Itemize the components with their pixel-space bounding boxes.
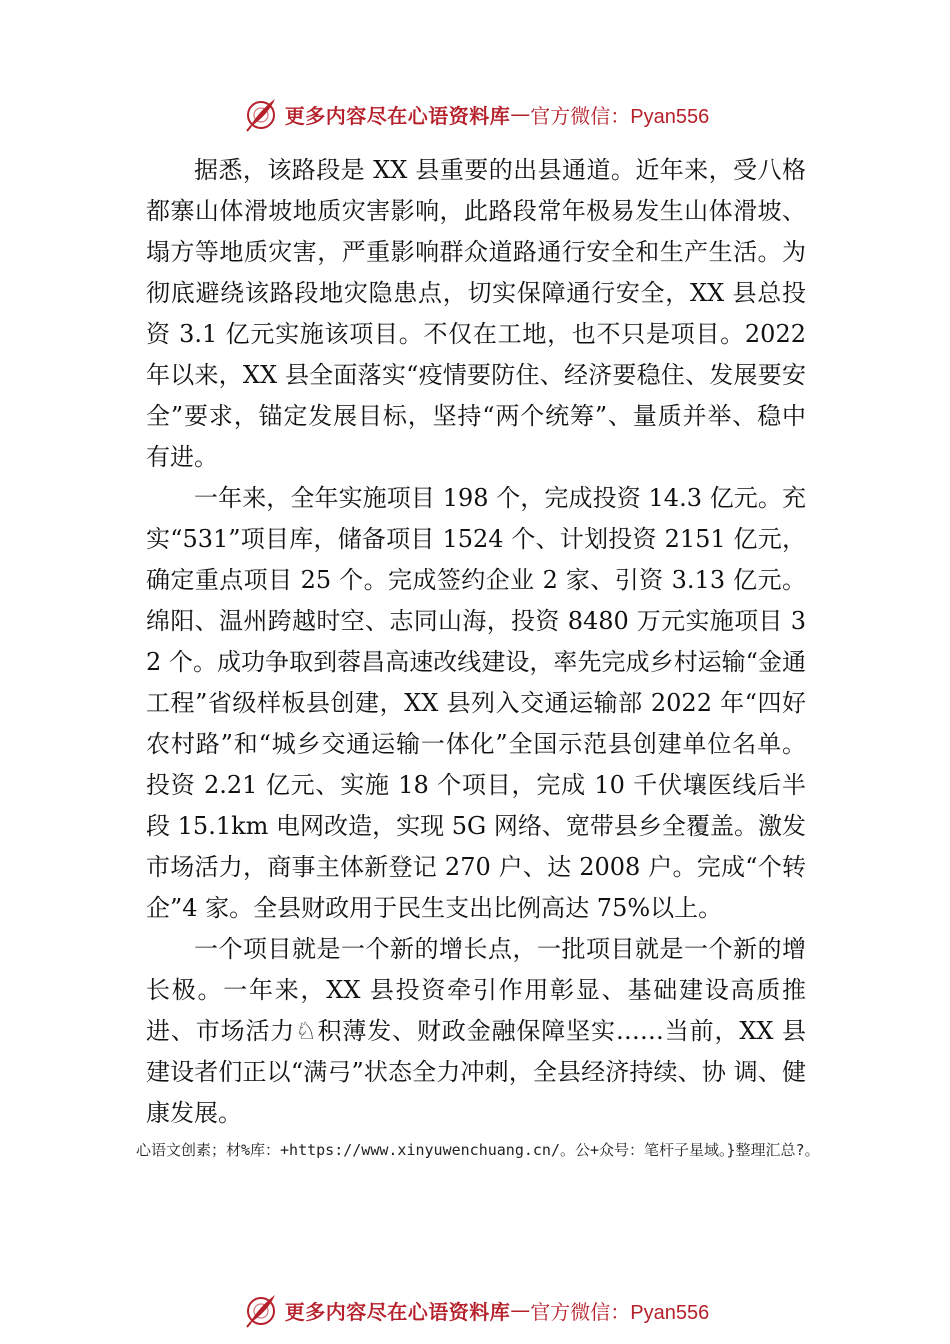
quill-seal-icon [241,94,281,134]
paragraph-1: 据悉，该路段是 XX 县重要的出县通道。近年来，受八格都寨山体滑坡地质灾害影响，此路段常年极易发生山体滑坡、塌方等地质灾害，严重影响群众道路通行安全和生产生活。为彻底避绕该路段地灾隐患点，切实保障通行安全，XX 县总投资 3.1 亿元实施该项目。不仅在工地，也不只是项目。2022 年以来，XX 县全面落实“疫情要防住、经济要稳住、发展要安全”要求，锚定发展目标，坚持“两个统筹”、量质并举、稳中有进。 [146,156,806,471]
article-body [146,150,806,1134]
paragraph-2: 一年来，全年实施项目 198 个，完成投资 14.3 亿元。充实“531”项目库，储备项目 1524 个、计划投资 2151 亿元，确定重点项目 25 个。完成签约企业 2 家、引资 3.13 亿元。绵阳、温州跨越时空、志同山海，投资 8480 万元实施项目 32 个。成功争取到蓉昌高速改线建设，率先完成乡村运输“金通工程”省级样板县创建，XX 县列入交通运输部 2022 年“四好农村路”和“城乡交通运输一体化”全国示范县创建单位名单。投资 2.21 亿元、实施 18 个项目，完成 10 千伏壤医线后半段 15.1km 电网改造，实现 5G 网络、宽带县乡全覆盖。激发市场活力，商事主体新登记 270 户、达 2008 户。完成“个转企”4 家。全县财政用于民生支出比例高达 75%以上。 [146,484,806,922]
header-banner [0,92,950,136]
quill-seal-icon [241,1290,281,1330]
banner-contact: 官方微信：Pyan556 [530,105,710,128]
footer-banner [0,1288,950,1332]
banner-title: 更多内容尽在心语资料库 [284,103,511,128]
banner-dash: — [510,102,531,126]
banner-contact: 官方微信：Pyan556 [530,1301,710,1324]
banner-title: 更多内容尽在心语资料库 [284,1299,511,1324]
banner-dash: — [510,1298,531,1322]
paragraph-3: 一个项目就是一个新的增长点，一批项目就是一个新的增长极。一年来，XX 县投资牵引作用彰显、基础建设高质推进、市场活力♘积薄发、财政金融保障坚实……当前，XX 县建设者们正以“满弓”状态全力冲刺，全县经济持续、协 调、健康发展。 [146,935,806,1127]
source-footnote: 心语文创素；材%库：+https://www.xinyuwenchuang.cn/。公+众号：笔杆子星域。}整理汇总?。 [136,1141,820,1159]
